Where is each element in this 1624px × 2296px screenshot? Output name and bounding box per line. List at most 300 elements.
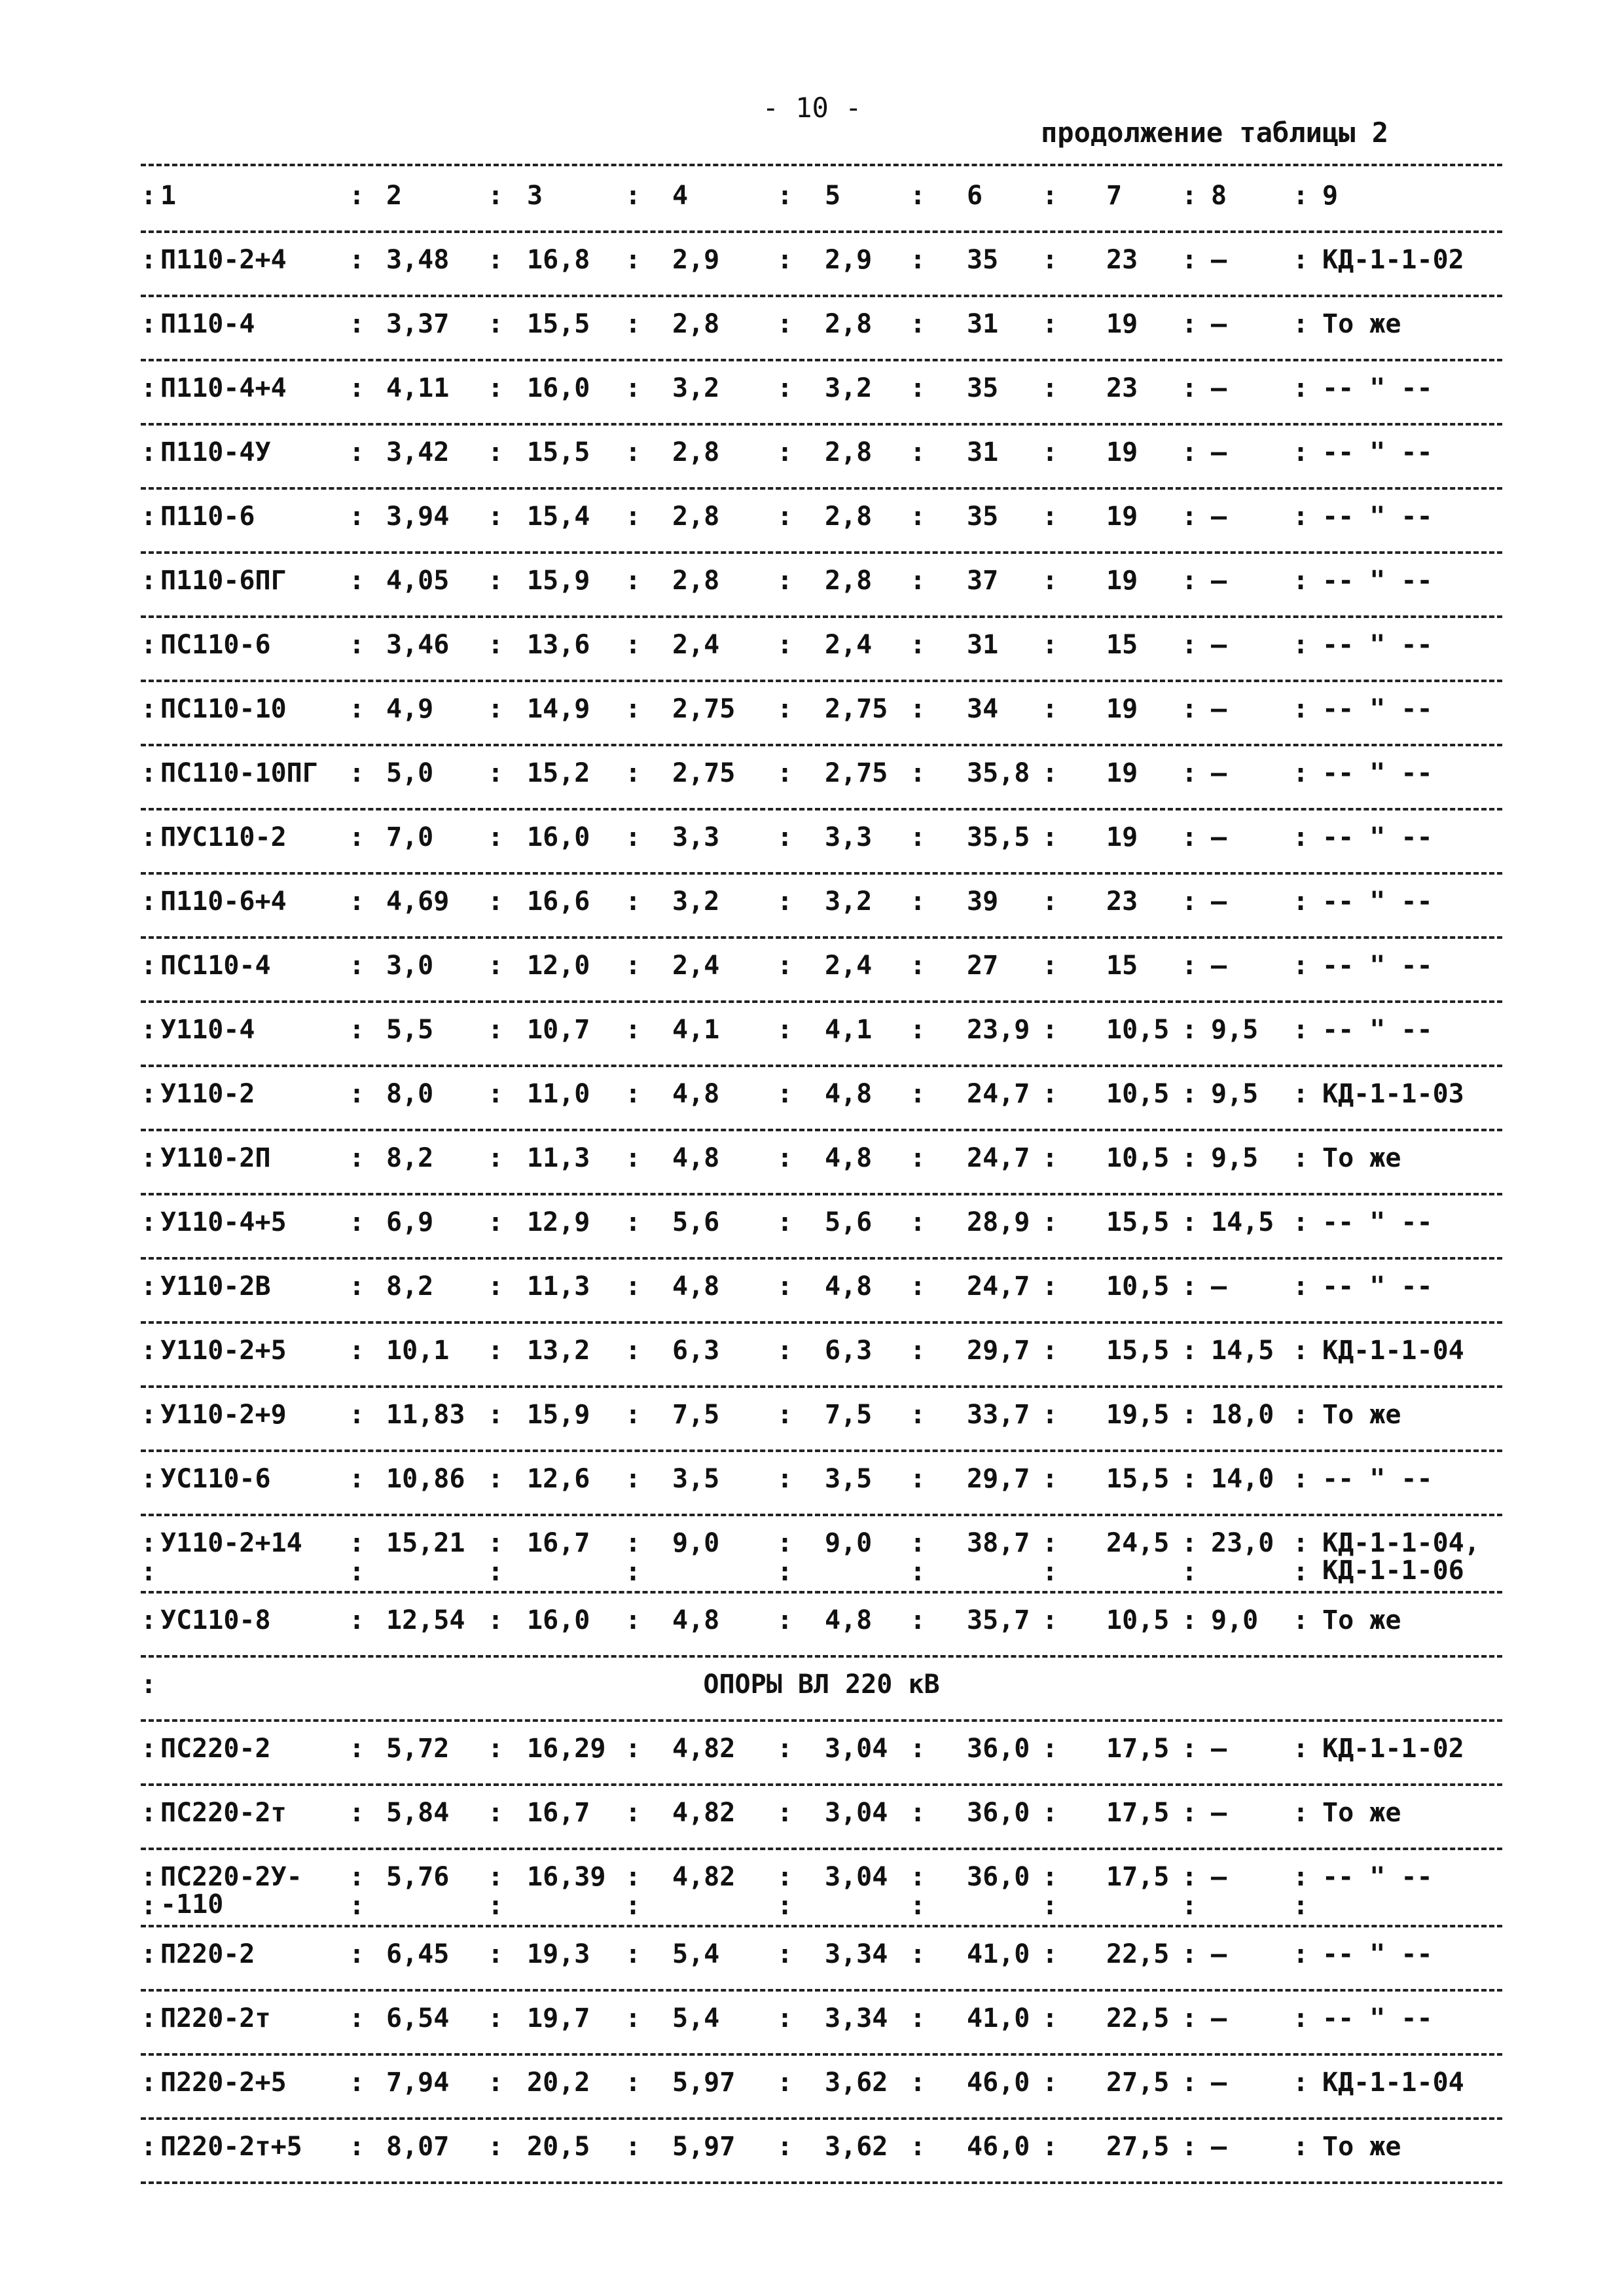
column-separator: : [1042,2132,1058,2162]
column-separator: : [1042,309,1058,339]
column-separator: : [141,1271,157,1302]
table-cell-col6: 34 [967,694,999,724]
table-cell-col3: 15,9 [527,566,590,596]
table-cell-col9: -- " -- [1322,1207,1433,1237]
column-separator: : [625,2068,641,2098]
table-cell-col6: 36,0 [967,1798,1030,1828]
column-separator: : [1042,1528,1058,1558]
table-cell-col6: 35 [967,501,999,532]
column-separator: : [1042,245,1058,275]
table-cell-col1: ПС220-2т [160,1798,287,1828]
column-separator: : [1042,1271,1058,1302]
table-cell-col7: 19 [1106,501,1138,532]
column-separator: : [349,951,365,981]
column-separator: : [1293,1400,1309,1430]
column-separator: : [625,951,641,981]
column-separator: : [141,886,157,917]
table-cell-col7: 19 [1106,758,1138,788]
column-separator: : [625,1734,641,1764]
column-separator: : [1042,181,1058,211]
table-cell-col9: КД-1-1-03 [1322,1079,1464,1109]
column-separator: : [1182,2003,1198,2033]
table-cell-col8: 23,0 [1211,1528,1274,1558]
column-separator: : [777,1271,793,1302]
table-cell-col8: – [1211,822,1227,852]
column-separator: : [1042,1207,1058,1237]
table-cell-col9: КД-1-1-04, [1322,1528,1480,1558]
column-separator: : [910,181,926,211]
column-separator: : [910,1336,926,1366]
column-separator: : [141,1939,157,1969]
table-cell-col9: -- " -- [1322,951,1433,981]
column-separator: : [1042,566,1058,596]
table-cell-col5: 3,04 [825,1734,888,1764]
column-separator: : [1293,437,1309,467]
column-separator: : [141,501,157,532]
table-cell-col2: 10,1 [386,1336,450,1366]
column-separator: : [625,1336,641,1366]
column-separator: : [777,181,793,211]
column-separator: : [1182,373,1198,403]
column-separator: : [141,694,157,724]
table-cell-col2: 5,0 [386,758,434,788]
table-cell-col3: 15,5 [527,309,590,339]
table-cell-col8: 9,5 [1211,1079,1259,1109]
table-cell-col5: 3,34 [825,1939,888,1969]
column-separator: : [1042,1862,1058,1892]
column-separator: : [910,1862,926,1892]
table-cell-col1: ПС110-10 [160,694,287,724]
page-number: - 10 - [762,92,862,124]
table-cell-col9: То же [1322,1798,1401,1828]
table-cell-col4: 4,82 [672,1798,736,1828]
column-separator: : [1182,566,1198,596]
table-cell-col6: 27 [967,951,999,981]
column-separator: : [1182,1015,1198,1045]
table-cell-col8: – [1211,2003,1227,2033]
column-separator: : [777,758,793,788]
column-separator: : [1042,1798,1058,1828]
table-cell-col8: – [1211,2132,1227,2162]
column-separator: : [910,373,926,403]
column-separator: : [488,758,504,788]
column-separator: : [349,566,365,596]
column-separator: : [1182,1271,1198,1302]
column-separator: : [625,1939,641,1969]
table-top-rule [141,164,1502,166]
column-separator: : [777,1207,793,1237]
table-cell-col2: 3,46 [386,630,450,660]
table-cell-col6: 46,0 [967,2068,1030,2098]
column-separator: : [777,309,793,339]
column-separator: : [625,630,641,660]
table-cell-col2: 6,54 [386,2003,450,2033]
column-separator: : [488,1605,504,1635]
table-cell-col4: 4,82 [672,1734,736,1764]
column-separator: : [488,309,504,339]
column-separator: : [141,1400,157,1430]
table-cell-col3: 15,5 [527,437,590,467]
table-cell-col6: 36,0 [967,1862,1030,1892]
column-separator: : [777,2132,793,2162]
table-row [141,875,1502,939]
table-cell-col6: 31 [967,309,999,339]
table-row [141,554,1502,618]
table-cell-col8: 14,5 [1211,1207,1274,1237]
table-cell-col9: 9 [1322,181,1339,211]
column-separator: : [777,245,793,275]
column-separator: : [1182,1862,1198,1892]
column-separator: : [1042,630,1058,660]
column-separator: : [141,2003,157,2033]
column-separator: : [141,2132,157,2162]
column-separator: : [625,2003,641,2033]
table-cell-col1: ПУС110-2 [160,822,287,852]
table-cell-col4: 3,2 [672,373,720,403]
table-cell-col5: 4,8 [825,1271,873,1302]
table-cell-col8: – [1211,2068,1227,2098]
column-separator: : [349,1336,365,1366]
column-separator: : [349,1891,365,1921]
table-row [141,1722,1502,1786]
table-cell-col3: 20,5 [527,2132,590,2162]
column-separator: : [141,951,157,981]
column-separator: : [1042,501,1058,532]
table-cell-col4: 2,75 [672,758,736,788]
table-row [141,1927,1502,1992]
table-cell-col8: – [1211,373,1227,403]
column-separator: : [1182,1528,1198,1558]
table-row [141,2120,1502,2184]
column-separator: : [777,1798,793,1828]
table-caption: продолжение таблицы 2 [1041,117,1389,149]
table-cell-col6: 35,5 [967,822,1030,852]
table-cell-col4: 2,8 [672,309,720,339]
column-separator: : [141,1079,157,1109]
table-cell-col7: 23 [1106,886,1138,917]
column-separator: : [141,1464,157,1494]
table-cell-col2: 3,42 [386,437,450,467]
table-cell-col6: 38,7 [967,1528,1030,1558]
table-cell-col2: 2 [386,181,403,211]
column-separator: : [141,245,157,275]
column-separator: : [777,1015,793,1045]
table-cell-col5: 3,2 [825,886,873,917]
table-cell-col9: КД-1-1-04 [1322,2068,1464,2098]
table-cell-col7: 17,5 [1106,1798,1170,1828]
table-cell-col8: 8 [1211,181,1227,211]
table-cell-col5: 3,62 [825,2068,888,2098]
table-cell-col5: 3,5 [825,1464,873,1494]
column-separator: : [349,758,365,788]
table-cell-col9: То же [1322,1400,1401,1430]
column-separator: : [1293,1079,1309,1109]
table-cell-col4: 4,82 [672,1862,736,1892]
column-separator: : [1293,1891,1309,1921]
table-cell-col7: 19 [1106,309,1138,339]
table-cell-col9: -- " -- [1322,501,1433,532]
column-separator: : [1182,951,1198,981]
column-separator: : [488,886,504,917]
column-separator: : [1182,181,1198,211]
column-separator: : [1182,1734,1198,1764]
table-cell-col4: 4,8 [672,1079,720,1109]
column-separator: : [349,1734,365,1764]
column-separator: : [349,886,365,917]
table-cell-col2: 10,86 [386,1464,465,1494]
table-cell-col1: ПС110-4 [160,951,271,981]
column-separator: : [625,1464,641,1494]
table-cell-col1: П220-2т [160,2003,271,2033]
column-separator: : [910,1079,926,1109]
column-separator: : [1042,1464,1058,1494]
column-separator: : [349,1464,365,1494]
column-separator: : [777,1557,793,1587]
column-separator: : [488,1079,504,1109]
table-cell-col5: 2,4 [825,951,873,981]
column-separator: : [1293,1734,1309,1764]
column-separator: : [1293,2132,1309,2162]
table-cell-col1: П220-2т+5 [160,2132,302,2162]
table-cell-col8: – [1211,566,1227,596]
table-row [141,1992,1502,2056]
column-separator: : [625,886,641,917]
table-cell-col5: 4,1 [825,1015,873,1045]
table-cell-col4: 9,0 [672,1528,720,1558]
table-cell-col2: 8,0 [386,1079,434,1109]
column-separator: : [349,1798,365,1828]
table-cell-col8: 18,0 [1211,1400,1274,1430]
column-separator: : [1042,822,1058,852]
column-separator: : [1293,2068,1309,2098]
column-separator: : [625,373,641,403]
column-separator: : [488,1528,504,1558]
table-cell-col3: 16,39 [527,1862,606,1892]
column-separator: : [1293,2003,1309,2033]
column-separator: : [1042,1143,1058,1173]
column-separator: : [1293,694,1309,724]
table-row [141,1850,1502,1927]
table-cell-col7: 15,5 [1106,1464,1170,1494]
column-separator: : [1293,1798,1309,1828]
table-cell-col3: 16,0 [527,822,590,852]
table-cell-col5: 2,8 [825,309,873,339]
column-separator: : [910,822,926,852]
table-cell-col7: 19,5 [1106,1400,1170,1430]
table-cell-col8: 14,0 [1211,1464,1274,1494]
table-cell-col5: 9,0 [825,1528,873,1558]
table-cell-col1: ПС220-2У- [160,1862,302,1892]
column-separator: : [777,1336,793,1366]
table-cell-col3: 15,2 [527,758,590,788]
table-cell-col9: -- " -- [1322,1862,1433,1892]
table-cell-col4: 2,4 [672,630,720,660]
column-separator: : [625,2132,641,2162]
column-separator: : [141,373,157,403]
column-separator: : [1042,951,1058,981]
table-cell-col5: 5 [825,181,841,211]
table-cell-col2: 6,9 [386,1207,434,1237]
table-cell-col7: 19 [1106,437,1138,467]
column-separator: : [777,373,793,403]
table-cell-col2: 6,45 [386,1939,450,1969]
column-separator: : [488,630,504,660]
column-separator: : [141,1862,157,1892]
column-separator: : [625,694,641,724]
column-separator: : [488,822,504,852]
table-cell-col4: 2,4 [672,951,720,981]
table-cell-col6: 37 [967,566,999,596]
table-cell-col7: 19 [1106,566,1138,596]
column-separator: : [488,1734,504,1764]
table-row [141,1131,1502,1195]
table-cell-col4: 2,8 [672,437,720,467]
table-cell-col3: 16,7 [527,1528,590,1558]
column-separator: : [1042,1939,1058,1969]
table-cell-col1: ПС110-6 [160,630,271,660]
table-cell-col9: То же [1322,309,1401,339]
table-cell-col4: 7,5 [672,1400,720,1430]
data-table [141,169,1502,2184]
column-separator: : [910,630,926,660]
table-cell-col4: 2,75 [672,694,736,724]
column-separator: : [1042,758,1058,788]
table-cell-col1: У110-4+5 [160,1207,287,1237]
table-cell-col1: П110-4+4 [160,373,287,403]
column-separator: : [1182,309,1198,339]
column-separator: : [1293,1528,1309,1558]
table-cell-col3: 15,4 [527,501,590,532]
column-separator: : [910,1939,926,1969]
table-cell-col4: 4 [672,181,689,211]
column-separator: : [349,2132,365,2162]
table-cell-col1: УС110-6 [160,1464,271,1494]
table-cell-col3: 20,2 [527,2068,590,2098]
table-cell-col2: 5,84 [386,1798,450,1828]
column-separator: : [625,309,641,339]
table-row [141,811,1502,875]
column-separator: : [1042,1015,1058,1045]
table-cell-col9: То же [1322,1143,1401,1173]
table-cell-col6: 35 [967,373,999,403]
table-cell-col3: 3 [527,181,543,211]
column-separator: : [910,1557,926,1587]
column-separator: : [141,1891,157,1921]
column-separator: : [777,1400,793,1430]
table-cell-col3: 11,3 [527,1143,590,1173]
table-cell-col6: 23,9 [967,1015,1030,1045]
table-cell-col7: 15 [1106,951,1138,981]
column-separator: : [1293,1557,1309,1587]
column-separator: : [777,1079,793,1109]
column-separator: : [1182,630,1198,660]
table-row [141,426,1502,490]
table-cell-col5: 7,5 [825,1400,873,1430]
column-separator: : [777,694,793,724]
column-separator: : [488,2003,504,2033]
table-cell-col3: 12,6 [527,1464,590,1494]
column-separator: : [625,1605,641,1635]
table-cell-col2: 3,0 [386,951,434,981]
column-separator: : [141,566,157,596]
column-separator: : [910,1605,926,1635]
table-cell-col7: 10,5 [1106,1605,1170,1635]
column-separator: : [349,181,365,211]
table-cell-col4: 2,9 [672,245,720,275]
table-cell-col1: П220-2+5 [160,2068,287,2098]
table-cell-col4: 2,8 [672,501,720,532]
column-separator: : [349,694,365,724]
column-separator: : [910,1891,926,1921]
column-separator: : [777,501,793,532]
table-cell-col5: 3,62 [825,2132,888,2162]
column-separator: : [910,1798,926,1828]
table-cell-col8: – [1211,501,1227,532]
table-cell-col5: 2,75 [825,694,888,724]
table-cell-col1: ПС220-2 [160,1734,271,1764]
table-cell-col2: 15,21 [386,1528,465,1558]
column-separator: : [349,1528,365,1558]
table-header-row [141,169,1502,233]
table-row [141,746,1502,811]
table-cell-col5: 5,6 [825,1207,873,1237]
table-cell-col3: 16,29 [527,1734,606,1764]
table-cell-col8: 9,5 [1211,1015,1259,1045]
table-cell-col1: П110-2+4 [160,245,287,275]
table-cell-col9: -- " -- [1322,437,1433,467]
column-separator: : [349,1605,365,1635]
column-separator: : [349,1143,365,1173]
column-separator: : [1042,1400,1058,1430]
table-cell-col6: 29,7 [967,1464,1030,1494]
column-separator: : [625,1557,641,1587]
table-row [141,233,1502,297]
table-cell-col1: П110-6ПГ [160,566,287,596]
table-cell-col5: 2,4 [825,630,873,660]
column-separator: : [349,2068,365,2098]
table-cell-col8: 9,0 [1211,1605,1259,1635]
table-cell-col9: -- " -- [1322,566,1433,596]
column-separator: : [910,309,926,339]
column-separator: : [1293,630,1309,660]
section-row [141,1658,1502,1722]
table-cell-col3: 13,2 [527,1336,590,1366]
table-cell-col9: -- " -- [1322,822,1433,852]
column-separator: : [488,1557,504,1587]
table-cell-col8: – [1211,1734,1227,1764]
column-separator: : [488,1336,504,1366]
column-separator: : [910,886,926,917]
column-separator: : [1293,245,1309,275]
table-cell-col7: 17,5 [1106,1862,1170,1892]
table-cell-col4: 5,4 [672,1939,720,1969]
column-separator: : [625,501,641,532]
column-separator: : [777,566,793,596]
table-cell-col8: – [1211,694,1227,724]
column-separator: : [1293,886,1309,917]
table-row [141,1195,1502,1260]
column-separator: : [1182,1079,1198,1109]
table-row [141,490,1502,554]
table-cell-col2: 5,5 [386,1015,434,1045]
column-separator: : [349,1207,365,1237]
table-cell-col2: 3,94 [386,501,450,532]
column-separator: : [910,951,926,981]
column-separator: : [488,951,504,981]
column-separator: : [141,181,157,211]
column-separator: : [349,2003,365,2033]
table-cell-col1: П110-4У [160,437,271,467]
